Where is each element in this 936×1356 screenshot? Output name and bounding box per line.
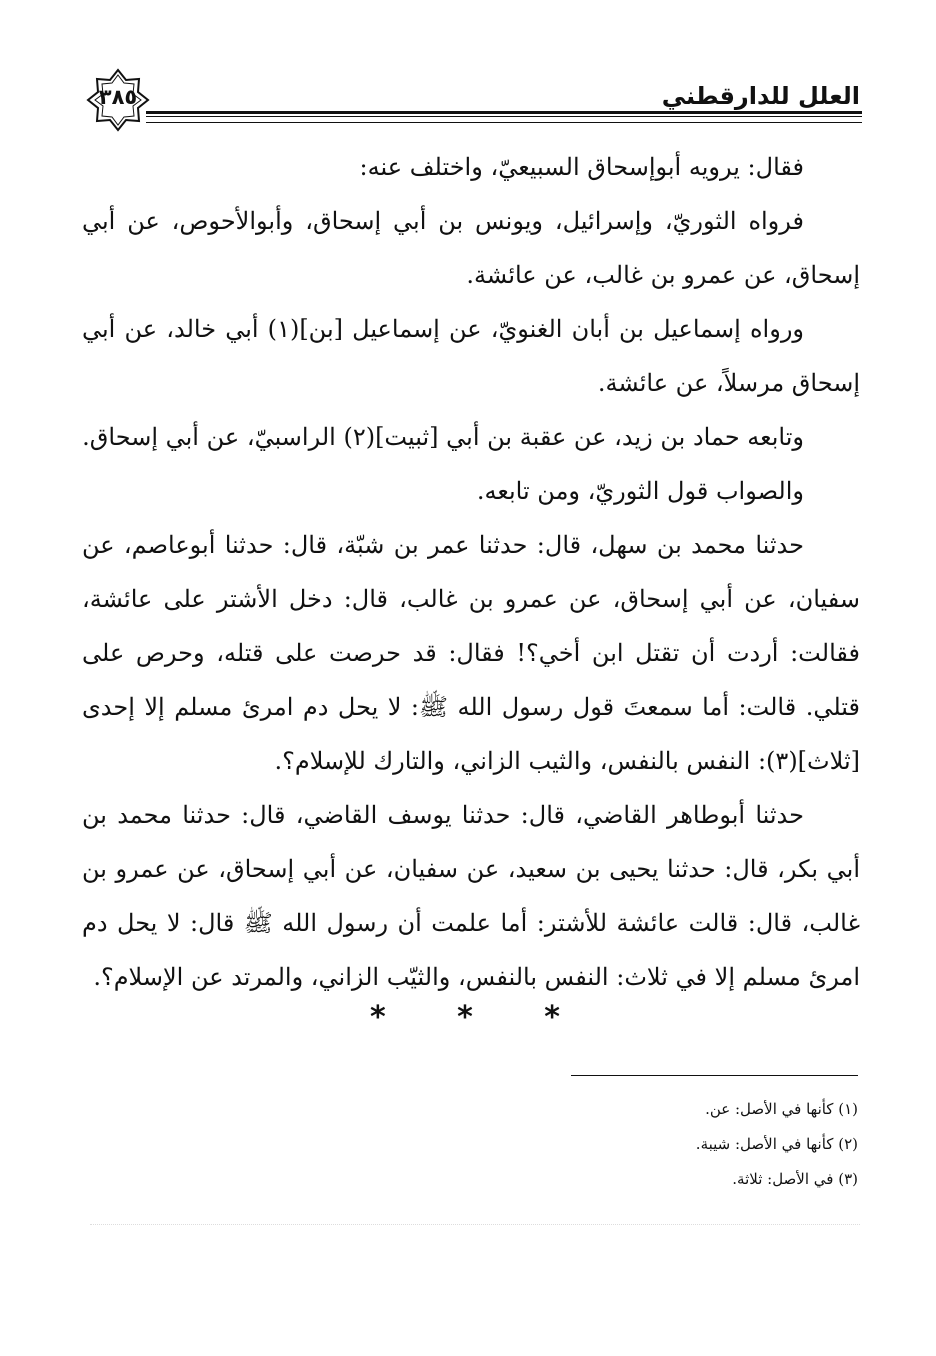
- section-separator: [370, 1000, 560, 1035]
- page-number-badge: [86, 68, 150, 132]
- paragraph: وتابعه حماد بن زيد، عن عقبة بن أبي [ثبيت](٢) الراسبيّ، عن أبي إسحاق.: [82, 423, 804, 451]
- footnote: (١) كأنها في الأصل: عن.: [705, 1100, 858, 1118]
- footnotes: [458, 1092, 858, 1197]
- separator-star: *: [544, 1000, 560, 1035]
- separator-star: *: [457, 1000, 473, 1035]
- paragraph: فقال: يرويه أبوإسحاق السبيعيّ، واختلف عنه:: [359, 153, 804, 181]
- paragraph: حدثنا أبوطاهر القاضي، قال: حدثنا يوسف القاضي، قال: حدثنا محمد بن أبي بكر، قال: حدثنا يحيى بن سعيد، عن سفيان، عن أبي إسحاق، عن عمرو بن غالب، قال: قالت عائشة للأشتر: أما علمت أن رسول الله ﷺ قال: لا يحل دم امرئ مسلم إلا في ثلاث: النفس بالنفس، والثيّب الزاني، والمرتد عن الإسلام؟.: [82, 801, 860, 991]
- footnote: (٣) في الأصل: ثلاثة.: [732, 1170, 858, 1188]
- paragraph: حدثنا محمد بن سهل، قال: حدثنا عمر بن شبّة، قال: حدثنا أبوعاصم، عن سفيان، عن أبي إسحاق، عن عمرو بن غالب، قال: دخل الأشتر على عائشة، فقالت: أردت أن تقتل ابن أخي؟! فقال: قد حرصت على قتله، وحرص على قتلي. قالت: أما سمعتَ قول رسول الله ﷺ: لا يحل دم امرئ مسلم إلا إحدى [ثلاث](٣): النفس بالنفس، والثيب الزاني، والتارك للإسلام؟.: [82, 531, 860, 775]
- footnote-rule: [571, 1075, 858, 1076]
- main-text: [82, 140, 860, 1004]
- header-rule: [146, 111, 862, 123]
- paragraph: والصواب قول الثوريّ، ومن تابعه.: [476, 477, 804, 505]
- book-title: العلل للدارقطني: [661, 82, 860, 110]
- paragraph: ورواه إسماعيل بن أبان الغنويّ، عن إسماعيل [بن](١) أبي خالد، عن أبي إسحاق مرسلاً، عن عائشة.: [82, 315, 860, 397]
- page-number: ٣٨٥: [98, 85, 138, 109]
- scan-noise-line: [90, 1224, 860, 1225]
- paragraph: فرواه الثوريّ، وإسرائيل، ويونس بن أبي إسحاق، وأبوالأحوص، عن أبي إسحاق، عن عمرو بن غالب، عن عائشة.: [82, 207, 860, 289]
- separator-star: *: [370, 1000, 386, 1035]
- footnote: (٢) كأنها في الأصل: شيبة.: [695, 1135, 858, 1153]
